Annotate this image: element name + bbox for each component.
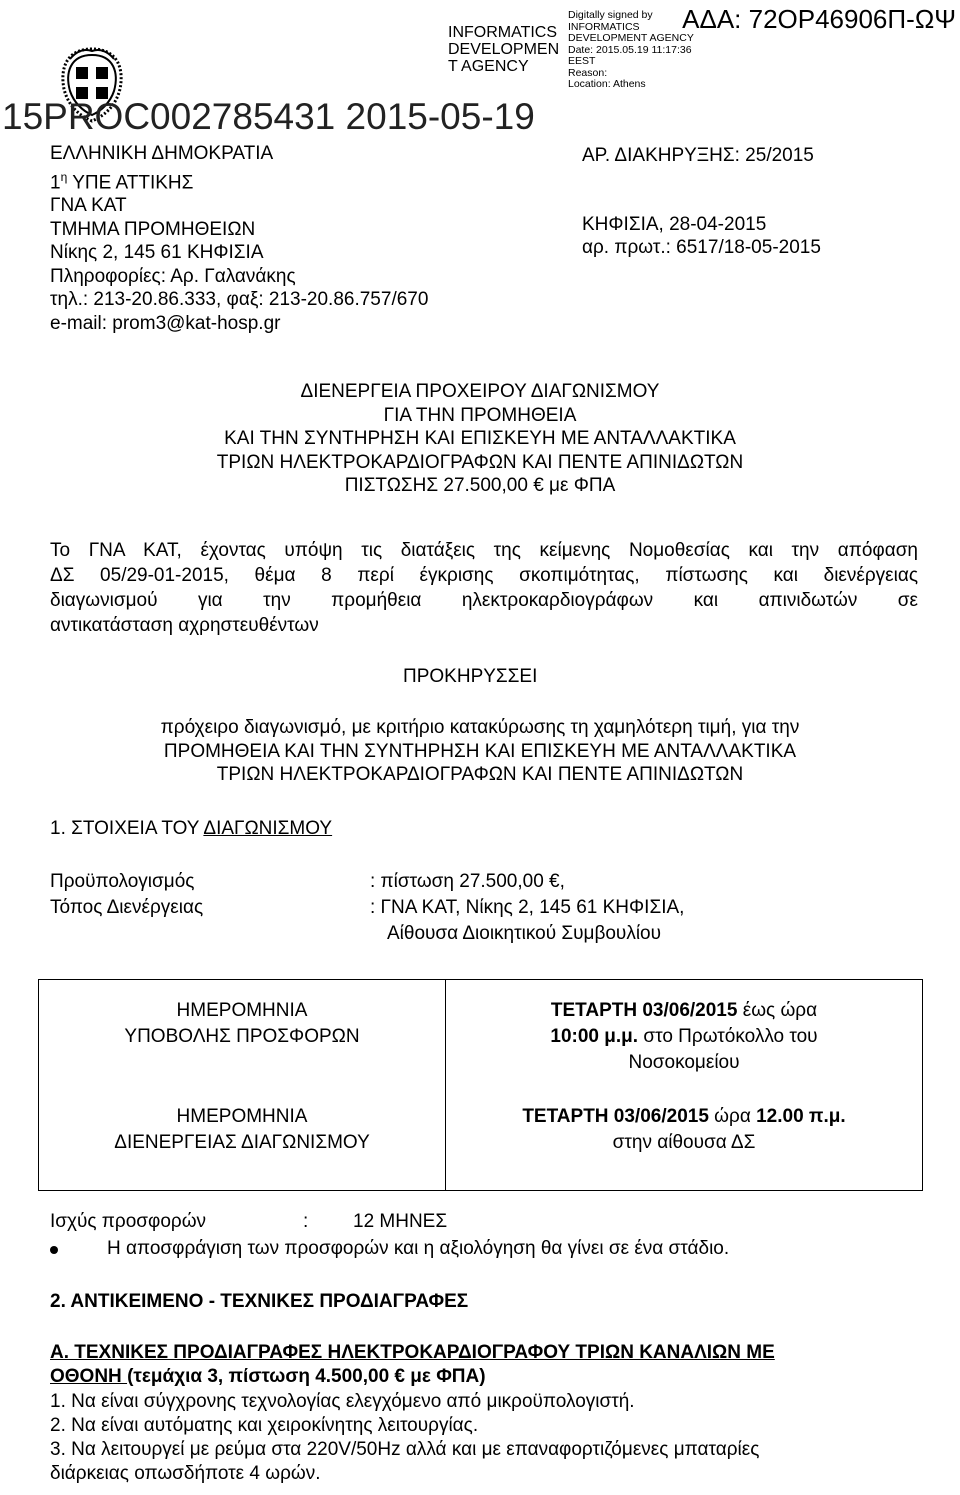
- signature-org-line: INFORMATICS: [448, 24, 558, 41]
- table-row: [39, 980, 923, 1191]
- ada-code: ΑΔΑ: 72ΟΡ46906Π-ΩΨ: [682, 4, 956, 34]
- validity-colon: :: [303, 1211, 309, 1232]
- title-line: ΚΑΙ ΤΗΝ ΣΥΝΤΗΡΗΣΗ ΚΑΙ ΕΠΙΣΚΕΥΗ ΜΕ ΑΝΤΑΛΛΑΚΤΙΚΑ: [224, 428, 736, 449]
- page-title: [0, 380, 960, 498]
- signature-meta-line: DEVELOPMENT AGENCY: [568, 32, 694, 44]
- dates-values-cell: [446, 980, 923, 1191]
- conduct-date-label: ΗΜΕΡΟΜΗΝΙΑ ΔΙΕΝΕΡΓΕΙΑΣ ΔΙΑΓΩΝΙΣΜΟΥ: [114, 1106, 370, 1153]
- section-2-heading: 2. ΑΝΤΙΚΕΙΜΕΝΟ - ΤΕΧΝΙΚΕΣ ΠΡΟΔΙΑΓΡΑΦΕΣ: [50, 1291, 469, 1312]
- bullet-text: Η αποσφράγιση των προσφορών και η αξιολόγηση θα γίνει σε ένα στάδιο.: [107, 1238, 730, 1259]
- proclaim-line: πρόχειρο διαγωνισμό, με κριτήριο κατακύρωσης τη χαμηλότερη τιμή, για την: [160, 717, 800, 738]
- spec-item-3-cont: διάρκειας οπωσδήποτε 4 ωρών.: [50, 1463, 321, 1484]
- procurement-stamp: 15PROC002785431 2015-05-19: [2, 96, 535, 137]
- intro-paragraph: [50, 538, 918, 638]
- title-line: ΔΙΕΝΕΡΓΕΙΑ ΠΡΟΧΕΙΡΟΥ ΔΙΑΓΩΝΙΣΜΟΥ: [300, 381, 660, 402]
- signature-org-line: DEVELOPMEN: [448, 41, 560, 58]
- intro-line: Το ΓΝΑ ΚΑΤ, έχοντας υπόψη τις διατάξεις της κείμενης Νομοθεσίας και την απόφαση: [50, 540, 918, 561]
- submission-date-label: ΗΜΕΡΟΜΗΝΙΑ ΥΠΟΒΟΛΗΣ ΠΡΟΣΦΟΡΩΝ: [124, 1000, 360, 1047]
- signature-meta-line: Location: Athens: [568, 78, 646, 90]
- budget-label: Προϋπολογισμός: [50, 871, 195, 892]
- venue-value: : ΓΝΑ ΚΑΤ, Νίκης 2, 145 61 ΚΗΦΙΣΙΑ,: [370, 897, 685, 918]
- sender-block: [50, 142, 428, 335]
- section-a-subheading: ΟΘΟΝΗ (τεμάχια 3, πίστωση 4.500,00 € με ΦΠΑ): [50, 1366, 486, 1387]
- signature-details: [568, 10, 694, 91]
- intro-line: διαγωνισμού για την προμήθεια ηλεκτροκαρδιογράφων και απινιδωτών σε: [50, 590, 918, 611]
- spec-item-2: 2. Να είναι αυτόματης και χειροκίνητης λειτουργίας.: [50, 1415, 479, 1436]
- proclaim-body: [0, 716, 960, 787]
- proclaims-heading: ΠΡΟΚΗΡΥΣΣΕΙ: [403, 666, 538, 687]
- bullet-icon: [50, 1246, 58, 1254]
- title-line: ΠΙΣΤΩΣΗΣ 27.500,00 € με ΦΠΑ: [344, 475, 616, 496]
- sender-line: Πληροφορίες: Αρ. Γαλανάκης: [50, 265, 296, 287]
- signature-meta-line: Date: 2015.05.19 11:17:36: [568, 43, 692, 56]
- title-line: ΤΡΙΩΝ ΗΛΕΚΤΡΟΚΑΡΔΙΟΓΡΑΦΩΝ ΚΑΙ ΠΕΝΤΕ ΑΠΙΝΙΔΩΤΩΝ: [216, 451, 744, 473]
- spec-item-3: 3. Να λειτουργεί με ρεύμα στα 220V/50Hz αλλά και με επαναφορτιζόμενες μπαταρίες: [50, 1439, 760, 1460]
- validity-value: 12 ΜΗΝΕΣ: [353, 1211, 448, 1232]
- section-1-heading: 1. ΣΤΟΙΧΕΙΑ ΤΟΥ ΔΙΑΓΩΝΙΣΜΟΥ: [50, 818, 333, 839]
- declaration-number: ΑΡ. ΔΙΑΚΗΡΥΞΗΣ: 25/2015: [582, 145, 814, 166]
- validity-label: Ισχύς προσφορών: [50, 1211, 207, 1232]
- signature-organization: [448, 24, 559, 75]
- protocol-number: αρ. πρωτ.: 6517/18-05-2015: [582, 237, 821, 258]
- conduct-date-value: ΤΕΤΑΡΤΗ 03/06/2015 ώρα 12.00 π.μ. στην αίθουσα ΔΣ: [522, 1106, 846, 1153]
- sender-line: τηλ.: 213-20.86.333, φαξ: 213-20.86.757/670: [50, 289, 429, 311]
- spec-item-1: 1. Να είναι σύγχρονης τεχνολογίας ελεγχόμενο από μικροϋπολογιστή.: [50, 1391, 635, 1412]
- sender-line: Νίκης 2, 145 61 ΚΗΦΙΣΙΑ: [50, 242, 264, 264]
- signature-meta-line: Reason:: [568, 66, 608, 79]
- sender-line: ΤΜΗΜΑ ΠΡΟΜΗΘΕΙΩΝ: [50, 218, 256, 240]
- title-line: ΓΙΑ ΤΗΝ ΠΡΟΜΗΘΕΙΑ: [383, 404, 577, 426]
- sender-line: $1^\eta$ ΥΠΕ ΑΤΤΙΚΗΣ: [50, 169, 194, 193]
- sender-line: ΕΛΛΗΝΙΚΗ ΔΗΜΟΚΡΑΤΙΑ: [50, 143, 274, 164]
- signature-org-line: T AGENCY: [448, 58, 529, 75]
- section-a-heading: Α. ΤΕΧΝΙΚΕΣ ΠΡΟΔΙΑΓΡΑΦΕΣ ΗΛΕΚΤΡΟΚΑΡΔΙΟΓΡΑΦΟΥ ΤΡΙΩΝ ΚΑΝΑΛΙΩΝ ΜΕ: [50, 1342, 775, 1363]
- proclaim-line: ΠΡΟΜΗΘΕΙΑ ΚΑΙ ΤΗΝ ΣΥΝΤΗΡΗΣΗ ΚΑΙ ΕΠΙΣΚΕΥΗ ΜΕ ΑΝΤΑΛΛΑΚΤΙΚΑ: [163, 740, 797, 762]
- sender-line: ΓΝΑ ΚΑΤ: [50, 195, 127, 217]
- budget-value: : πίστωση 27.500,00 €,: [370, 871, 565, 892]
- venue-room: Αίθουσα Διοικητικού Συμβουλίου: [387, 923, 662, 944]
- signature-meta-line: Digitally signed by: [568, 9, 653, 21]
- submission-date-value: ΤΕΤΑΡΤΗ 03/06/2015 έως ώρα 10:00 μ.μ. στο Πρωτόκολλο του Νοσοκομείου: [550, 1000, 818, 1073]
- sender-email: e-mail: prom3@kat-hosp.gr: [50, 312, 281, 334]
- place-date: ΚΗΦΙΣΙΑ, 28-04-2015: [582, 214, 767, 235]
- dates-table: [38, 979, 923, 1191]
- dates-labels-cell: [39, 980, 446, 1191]
- intro-line: ΔΣ 05/29-01-2015, θέμα 8 περί έγκρισης σκοπιμότητας, πίστωσης και διενέργειας: [50, 565, 918, 586]
- signature-meta-line: INFORMATICS: [568, 20, 640, 33]
- intro-line: αντικατάσταση αχρηστευθέντων: [50, 615, 319, 636]
- signature-meta-line: EEST: [568, 55, 596, 67]
- proclaim-line: ΤΡΙΩΝ ΗΛΕΚΤΡΟΚΑΡΔΙΟΓΡΑΦΩΝ ΚΑΙ ΠΕΝΤΕ ΑΠΙΝΙΔΩΤΩΝ: [216, 764, 744, 785]
- venue-label: Τόπος Διενέργειας: [50, 897, 204, 918]
